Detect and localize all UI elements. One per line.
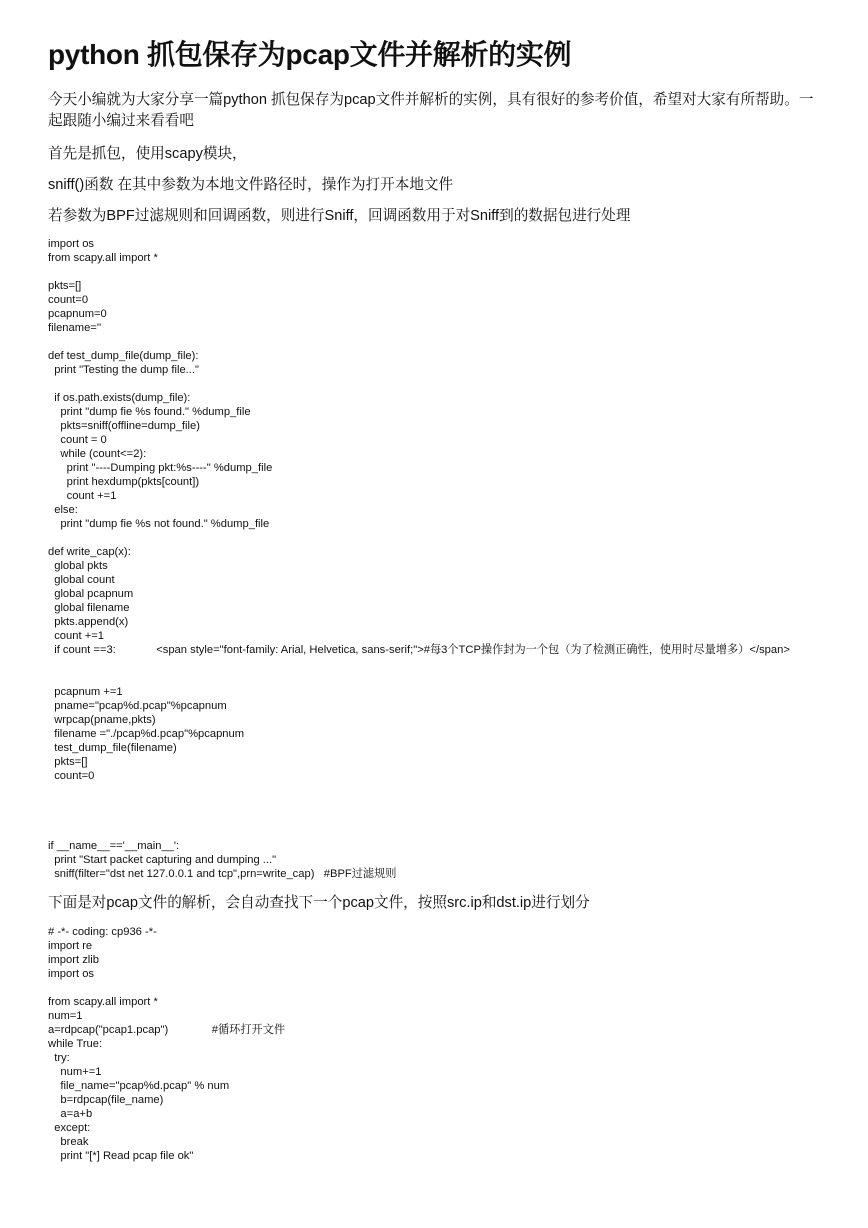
paragraph-bpf: 若参数为BPF过滤规则和回调函数，则进行Sniff，回调函数用于对Sniff到的数据包进行处理: [48, 208, 631, 224]
paragraph-sniff: sniff()函数 在其中参数为本地文件路径时，操作为打开本地文件: [48, 177, 454, 193]
code-block-parse: # -*- coding: cp936 -*- import re import zlib import os from scapy.all import * num=1 a=rdpcap("pcap1.pcap") #循环打开文件 while True: try: num+=1 file_name="pcap%d.pcap" % num b=rdpcap(file_name) a=a+b except: break print "[*] Read pcap file ok": [48, 926, 286, 1162]
paragraph-parse: 下面是对pcap文件的解析，会自动查找下一个pcap文件，按照src.ip和dst.ip进行划分: [48, 895, 590, 911]
page-title: python 抓包保存为pcap文件并解析的实例: [48, 39, 572, 70]
paragraph-capture: 首先是抓包，使用scapy模块，: [48, 146, 247, 162]
intro-paragraph: 今天小编就为大家分享一篇python 抓包保存为pcap文件并解析的实例，具有很好的参考价值，希望对大家有所帮助。一起跟随小编过来看看吧: [48, 92, 814, 129]
code-block-capture: import os from scapy.all import * pkts=[] count=0 pcapnum=0 filename='' def test_dump_file(dump_file): print "Testing the dump file..." if os.path.exists(dump_file): print "dump fie %s found." %dump_file pkts=sniff(offline=dump_file) count = 0 while (count<=2): print "----Dumping pkt:%s----" %dump_file print hexdump(pkts[count]) count +=1 else: print "dump fie %s not found." %dump_file def write_cap(x): global pkts global count global pcapnum global filename pkts.append(x) count +=1 if count ==3: <span style="font-family: Arial, Helvetica, sans-serif;">#每3个TCP操作封为一个包（为了检测正确性，使用时尽量增多）</span> pcapnum +=1 pname="pcap%d.pcap"%pcapnum wrpcap(pname,pkts) filename ="./pcap%d.pcap"%pcapnum test_dump_file(filename) pkts=[] count=0 if __name__=='__main__': print "Start packet capturing and dumping ..." sniff(filter="dst net 127.0.0.1 and tcp",prn=write_cap) #BPF过滤规则: [48, 238, 790, 880]
